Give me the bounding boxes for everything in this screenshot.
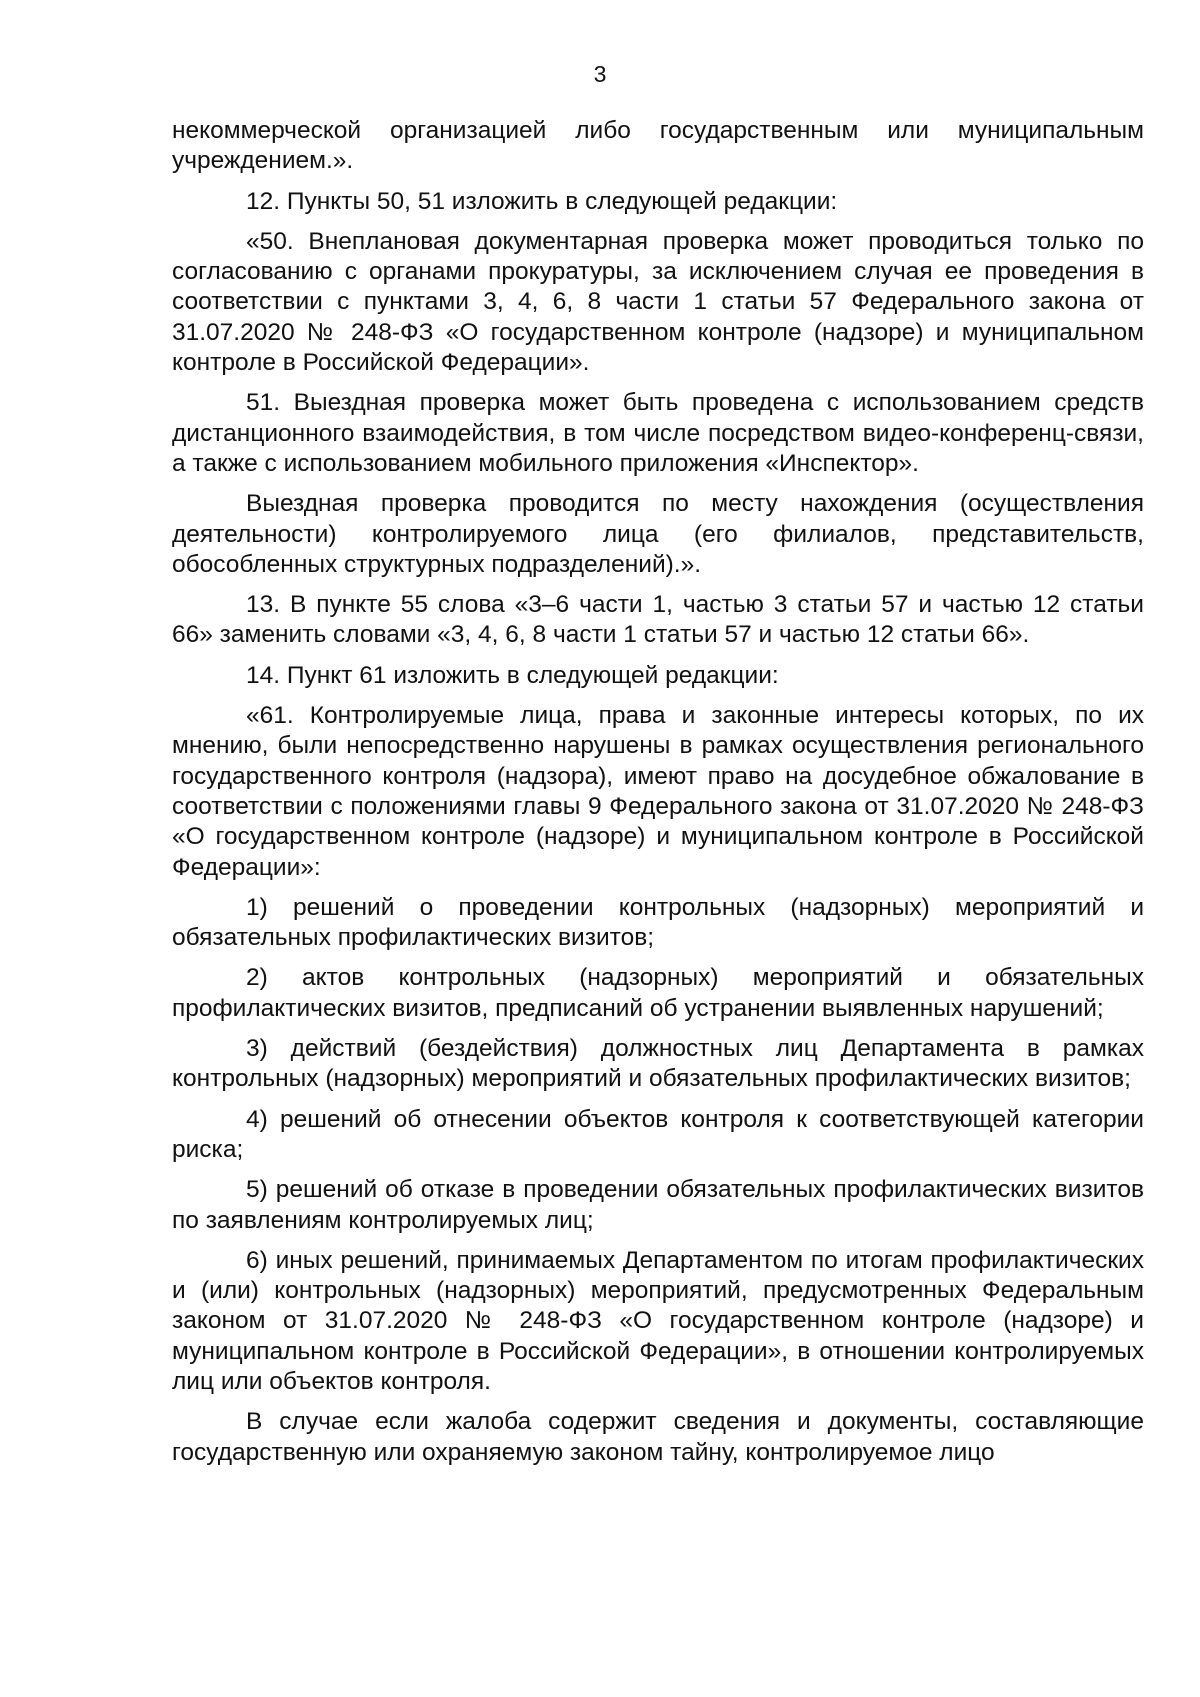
paragraph-0: некоммерческой организацией либо государственным или муниципальным учреждением.». [172,117,1144,175]
paragraph-point-61: «61. Контролируемые лица, права и законные интересы которых, по их мнению, были непосредственно нарушены в рамках осуществления регионального государственного контроля (надзора), имеют право на досудебное обжалование в соответствии с положениями главы 9 Федерального закона от 31.07.2020 № 248-ФЗ «О государственном контроле (надзоре) и муниципальном контроле в Российской Федерации»: [172,702,1144,881]
list-item-6: 6) иных решений, принимаемых Департаментом по итогам профилактических и (или) контрольных (надзорных) мероприятий, предусмотренных Федеральным законом от 31.07.2020 № 248-ФЗ «О государственном контроле (надзоре) и муниципальном контроле в Российской Федерации», в отношении контролируемых лиц или объектов контроля. [172,1246,1144,1395]
paragraph-point-51: 51. Выездная проверка может быть проведена с использованием средств дистанционного взаимодействия, в том числе посредством видео-конференц-связи, а также с использованием мобильного приложения «Инспектор». [172,389,1144,477]
paragraph-item-12: 12. Пункты 50, 51 изложить в следующей редакции: [246,187,838,215]
paragraph-point-50: «50. Внеплановая документарная проверка может проводиться только по согласованию с органами прокуратуры, за исключением случая ее проведения в соответствии с пунктами 3, 4, 6, 8 части 1 статьи 57 Федерального закона от 31.07.2020 № 248-ФЗ «О государственном контроле (надзоре) и муниципальном контроле в Российской Федерации». [172,227,1144,377]
document-body [172,116,1144,1478]
paragraph-onsite-inspection: Выездная проверка проводится по месту нахождения (осуществления деятельности) контролируемого лица (его филиалов, представительств, обособленных структурных подразделений).». [172,490,1144,578]
list-item-2: 2) актов контрольных (надзорных) мероприятий и обязательных профилактических визитов, предписаний об устранении выявленных нарушений; [172,964,1144,1022]
list-item-5: 5) решений об отказе в проведении обязательных профилактических визитов по заявлениям контролируемых лиц; [172,1176,1144,1234]
page-number: 3 [593,61,607,87]
list-item-3: 3) действий (бездействия) должностных лиц Департамента в рамках контрольных (надзорных) мероприятий и обязательных профилактических визитов; [172,1035,1144,1093]
paragraph-item-14: 14. Пункт 61 изложить в следующей редакции: [246,661,779,689]
paragraph-complaint-secret: В случае если жалоба содержит сведения и документы, составляющие государственную или охраняемую законом тайну, контролируемое лицо [172,1408,1144,1466]
list-item-1: 1) решений о проведении контрольных (надзорных) мероприятий и обязательных профилактических визитов; [172,893,1144,952]
list-item-4: 4) решений об отнесении объектов контроля к соответствующей категории риска; [172,1105,1144,1163]
paragraph-item-13: 13. В пункте 55 слова «3–6 части 1, частью 3 статьи 57 и частью 12 статьи 66» заменить словами «3, 4, 6, 8 части 1 статьи 57 и частью 12 статьи 66». [172,591,1144,649]
